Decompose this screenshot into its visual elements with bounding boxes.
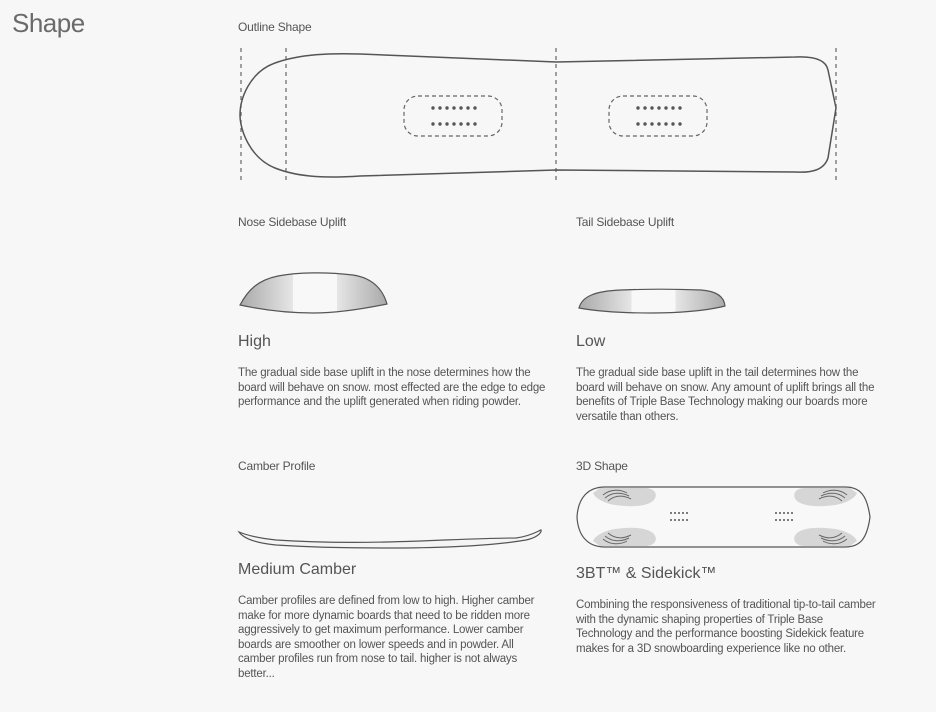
tail-uplift-diagram: [576, 286, 736, 326]
page-title: Shape: [12, 8, 85, 38]
tail-uplift-rating: Low: [576, 333, 606, 350]
front-binding-inserts: [404, 96, 502, 136]
tail-uplift-label: Tail Sidebase Uplift: [576, 215, 675, 229]
board-outline: [240, 54, 836, 177]
outline-shape-diagram: [0, 0, 936, 200]
rear-binding-inserts: [609, 96, 707, 136]
camber-profile-rating: Medium Camber: [238, 561, 357, 578]
3d-shape-description: Combining the responsiveness of traditional tip-to-tail camber with the dynamic shaping properties of Triple Base Technology and the performance boosting Sidekick feature makes for a 3D snowboarding experience like no other.: [576, 599, 876, 655]
camber-profile-label: Camber Profile: [238, 459, 316, 473]
nose-uplift-rating: High: [238, 333, 271, 350]
nose-uplift-label: Nose Sidebase Uplift: [238, 215, 347, 229]
nose-uplift-description: The gradual side base uplift in the nose determines how the board will behave on snow. most effected are the edge to edge performance and the uplift generated when riding powder.: [238, 367, 546, 408]
camber-profile-diagram: [236, 524, 546, 554]
3d-shape-rating: 3BT™ & Sidekick™: [576, 565, 717, 582]
camber-profile-description: Camber profiles are defined from low to high. Higher camber make for more dynamic boards that need to be ridden more aggressively to get maximum performance. Lower camber boards are smoother on lower speeds and in powder. All camber profiles run from nose to tail. higher is not always better...: [238, 595, 535, 680]
tail-uplift-description: The gradual side base uplift in the tail determines how the board will behave on snow. Any amount of uplift brings all the benefits of Triple Base Technology making our boards more versatile than others.: [576, 367, 875, 423]
3d-shape-diagram: [575, 483, 875, 553]
3d-shape-label: 3D Shape: [576, 459, 628, 473]
outline-shape-label: Outline Shape: [238, 20, 312, 34]
nose-uplift-diagram: [238, 270, 398, 320]
